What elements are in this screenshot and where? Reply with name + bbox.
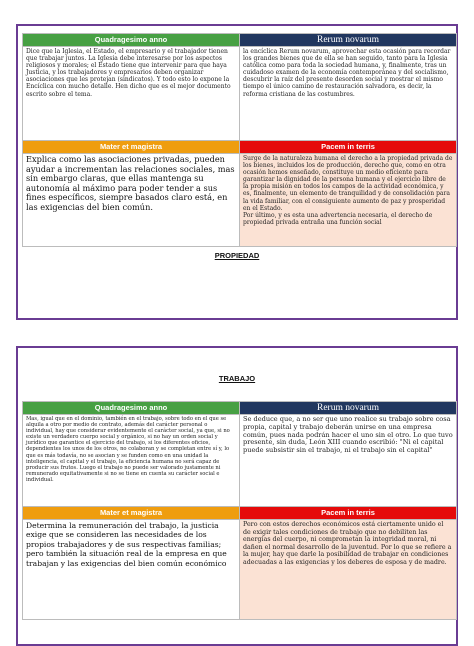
header-quadragesimo-anno: Quadragesimo anno bbox=[23, 402, 240, 415]
encyclicals-table-trabajo bbox=[22, 401, 457, 620]
section-caption-trabajo: TRABAJO bbox=[218, 374, 256, 383]
cell-quadragesimo-anno-text: Mas, igual que en el dominio, también en el trabajo, sobre todo en el que se alquila a otro por medio de contrato, además del carácter personal o individual, hay que considerar evidentemente el carácter social, ya que, si no existe un verdadero cuerpo social y orgánico, si no hay un orden social y jurídico que garantice el ejercicio del trabajo, si los diferentes oficios, dependientes los unos de los otros, no colaboran y se completan entre sí y, lo que es más todavía, no se asocian y se funden como en una unidad la inteligencia, el capital y el trabajo, la eficiencia humana no será capaz de producir sus frutos. Luego el trabajo no puede ser valorado justamente ni remunerado equitativamente si no se tiene en cuenta su carácter social e individual. bbox=[23, 415, 240, 507]
cell-rerum-novarum-text: la encíclica Rerum novarum, aprovechar esta ocasión para recordar los grandes bienes que de ella se han seguido, tanto para la Iglesia católica como para toda la sociedad humana, y, finalmente, tras un cuidadoso examen de la economía contemporánea y del socialismo, descubrir la raíz del presente desorden social y mostrar el mismo tiempo el único camino de restauración salvadora, es decir, la reforma cristiana de las costumbres. bbox=[240, 47, 457, 141]
cell-pacem-in-terris-text: Pero con estos derechos económicos está ciertamente unido el de exigir tales condiciones de trabajo que no debiliten las energías del cuerpo, ni comprometan la integridad moral, ni dañen el normal desarrollo de la juventud. Por lo que se refiere a la mujer, hay que darle la posibilidad de trabajar en condiciones adecuadas a las exigencias y los deberes de esposa y de madre. bbox=[240, 520, 457, 620]
cell-quadragesimo-anno-text: Dice que la Iglesia, el Estado, el empresario y el trabajador tienen que trabajar juntos. La Iglesia debe interesarse por los aspectos religiosos y morales; el Estado tiene que intervenir para que haya Justicia, y los trabajadores y empresarios deben organizar asociaciones que les protejan (sindicatos). Y todo esto lo expone la Encíclica con mucho detalle. Hen dicho que es el mejor documento escrito sobre el tema. bbox=[23, 47, 240, 141]
header-rerum-novarum: Rerum novarum bbox=[240, 402, 457, 415]
header-mater-et-magistra: Mater et magistra bbox=[23, 507, 240, 520]
header-pacem-in-terris: Pacem in terris bbox=[240, 507, 457, 520]
header-quadragesimo-anno: Quadragesimo anno bbox=[23, 34, 240, 47]
cell-mater-et-magistra-text: Explica como las asociaciones privadas, pueden ayudar a incrementan las relaciones sociales, mas sin embargo claras, que ellas mantenga su autonomía al máximo para poder tender a sus fines específicos, siempre basados claro está, en las exigencias del bien común. bbox=[23, 154, 240, 247]
page-trabajo bbox=[16, 346, 458, 646]
encyclicals-table-propiedad bbox=[22, 33, 457, 247]
cell-pacem-in-terris-text: Surge de la naturaleza humana el derecho a la propiedad privada de los bienes, incluidos los de producción, derecho que, como en otra ocasión hemos enseñado, constituye un medio eficiente para garantizar la dignidad de la persona humana y el ejercicio libre de la propia misión en todos los campos de la actividad económica, y es, finalmente, un elemento de tranquilidad y de consolidación para la vida familiar, con el consiguiente aumento de paz y prosperidad en el Estado. Por último, y es esta una advertencia necesaria, el derecho de propiedad privada entraña una función social bbox=[240, 154, 457, 247]
header-mater-et-magistra: Mater et magistra bbox=[23, 141, 240, 154]
section-caption-propiedad: PROPIEDAD bbox=[214, 251, 260, 260]
cell-rerum-novarum-text: Se deduce que, a no ser que uno realice su trabajo sobre cosa propia, capital y trabajo deberán unirse en una empresa común, pues nada podrán hacer el uno sin el otro. Lo que tuvo presente, sin duda, León XIII cuando escribió: "Ni el capital puede subsistir sin el trabajo, ni el trabajo sin el capital" bbox=[240, 415, 457, 507]
page-propiedad bbox=[16, 24, 458, 320]
cell-mater-et-magistra-text: Determina la remuneración del trabajo, la justicia exige que se consideren las necesidades de los propios trabajadores y de sus respectivas familias; pero también la situación real de la empresa en que trabajan y las exigencias del bien común económico bbox=[23, 520, 240, 620]
header-pacem-in-terris: Pacem in terris bbox=[240, 141, 457, 154]
header-rerum-novarum: Rerum novarum bbox=[240, 34, 457, 47]
